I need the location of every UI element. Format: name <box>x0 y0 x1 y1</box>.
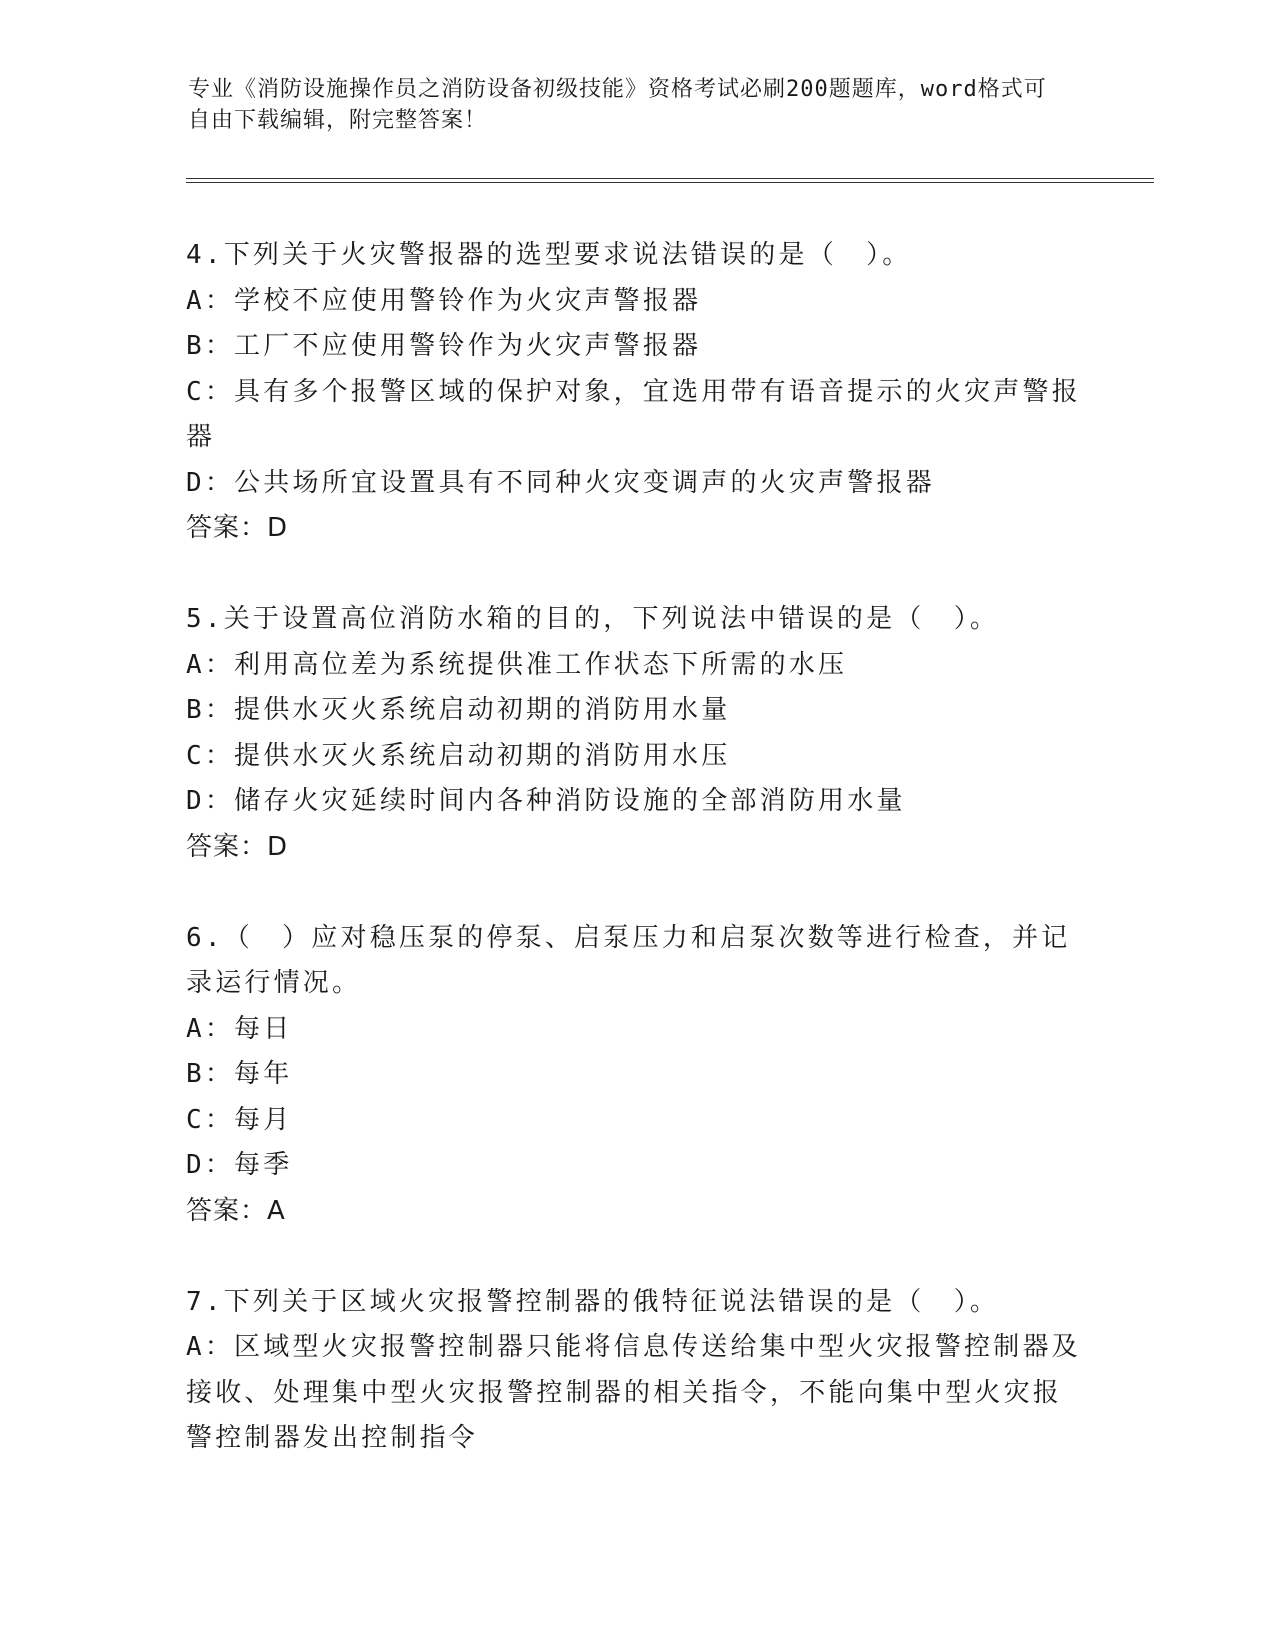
option-a: A：学校不应使用警铃作为火灾声警报器 <box>186 285 702 316</box>
question-list <box>186 233 1086 1507</box>
option-c: C：具有多个报警区域的保护对象，宜选用带有语音提示的火灾声警报器 <box>186 376 1081 452</box>
option-d: D：储存火灾延续时间内各种消防设施的全部消防用水量 <box>186 786 906 816</box>
question-stem: 6.（ ）应对稳压泵的停泵、启泵压力和启泵次数等进行检查，并记录运行情况。 <box>186 922 1071 998</box>
answer-label: 答案：D <box>186 831 289 862</box>
option-c: C：每月 <box>186 1104 293 1135</box>
question-7 <box>186 1280 1086 1462</box>
answer-label: 答案：A <box>186 1195 286 1226</box>
option-d: D：每季 <box>186 1150 293 1180</box>
option-b: B：工厂不应使用警铃作为火灾声警报器 <box>186 331 702 361</box>
answer-label: 答案：D <box>186 513 289 543</box>
option-b: B：每年 <box>186 1059 293 1089</box>
question-stem: 4.下列关于火灾警报器的选型要求说法错误的是（ ）。 <box>186 240 912 270</box>
question-5 <box>186 597 1086 870</box>
question-stem: 7.下列关于区域火灾报警控制器的俄特征说法错误的是（ ）。 <box>186 1286 1000 1317</box>
option-b: B：提供水灭火系统启动初期的消防用水量 <box>186 695 731 725</box>
option-a: A：利用高位差为系统提供准工作状态下所需的水压 <box>186 649 848 680</box>
option-c: C：提供水灭火系统启动初期的消防用水压 <box>186 740 731 771</box>
header-divider-second <box>186 182 1154 183</box>
option-a: A：每日 <box>186 1013 293 1044</box>
question-stem: 5.关于设置高位消防水箱的目的，下列说法中错误的是（ ）。 <box>186 604 1000 634</box>
option-a: A：区域型火灾报警控制器只能将信息传送给集中型火灾报警控制器及接收、处理集中型火灾报警控制器的相关指令，不能向集中型火灾报警控制器发出控制指令 <box>186 1332 1081 1453</box>
question-6 <box>186 916 1086 1235</box>
header-divider <box>186 178 1154 179</box>
document-header: 专业《消防设施操作员之消防设备初级技能》资格考试必刷200题题库，word格式可自由下载编辑，附完整答案！ <box>188 77 1047 133</box>
option-d: D：公共场所宜设置具有不同种火灾变调声的火灾声警报器 <box>186 467 935 498</box>
question-4 <box>186 233 1086 552</box>
